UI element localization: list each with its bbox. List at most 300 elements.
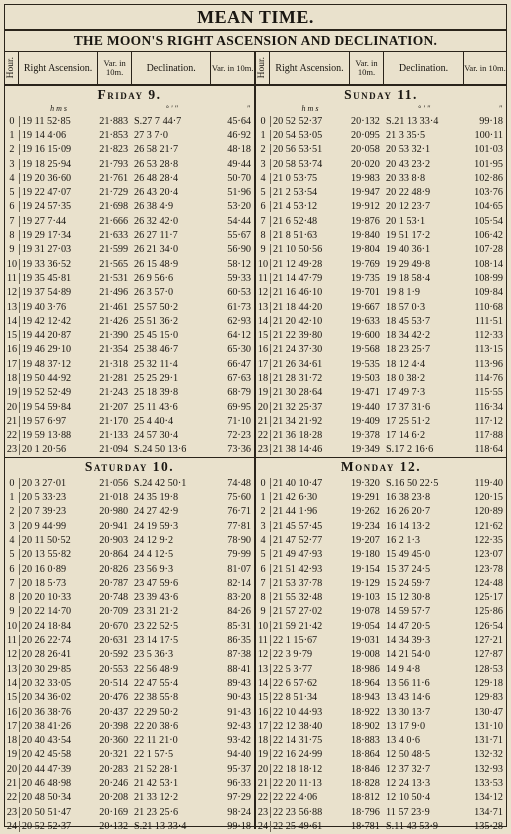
dec-var-cell: 69·95	[227, 401, 252, 413]
ra-cell: 22 20 11·13	[270, 778, 350, 789]
ra-var-cell: 19·320	[351, 477, 380, 489]
dec-var-cell: 82·14	[227, 577, 252, 589]
ra-cell: 20 46 48·98	[19, 778, 98, 789]
dec-cell: 13 56 11·6	[386, 677, 430, 689]
hour-cell: 13	[257, 301, 269, 313]
table-row	[256, 605, 506, 619]
dec-var-header: Var. in 10m.	[211, 62, 254, 73]
hour-cell: 4	[9, 534, 15, 546]
ra-cell: 19 33 36·52	[19, 259, 98, 270]
ra-var-cell: 19·234	[351, 520, 380, 532]
ra-var-cell: 19·262	[351, 506, 380, 518]
ra-cell: 21 10 50·56	[270, 244, 350, 255]
ra-cell: 21 12 49·28	[270, 259, 350, 270]
ra-cell: 20 16 0·89	[19, 564, 98, 575]
table-row	[5, 157, 254, 171]
ra-var-cell: 21·793	[99, 158, 129, 170]
dec-var-cell: 108·99	[474, 272, 503, 284]
table-row	[256, 748, 506, 762]
data-rows	[256, 114, 506, 457]
ra-var-header: Var. in 10m.	[350, 52, 384, 84]
dec-var-cell: 89·43	[227, 677, 252, 689]
ra-cell: 21 38 14·46	[270, 444, 350, 455]
ra-cell: 20 48 50·34	[19, 792, 98, 803]
hour-cell: 10	[257, 620, 269, 632]
dec-cell: 14 34 39·3	[386, 635, 431, 647]
ra-cell: 20 40 43·54	[19, 735, 98, 746]
dec-var-cell: 125·86	[474, 606, 503, 618]
dec-cell: 15 37 24·5	[386, 563, 431, 575]
hour-cell: 20	[6, 401, 18, 413]
dec-var-cell: 106·42	[474, 230, 503, 242]
ra-var-cell: 19·409	[351, 415, 380, 427]
table-row	[5, 591, 254, 605]
ra-cell: 21 36 18·28	[270, 430, 350, 441]
hour-cell: 7	[260, 215, 266, 227]
table-row	[5, 328, 254, 342]
ra-var-cell: 20·592	[99, 649, 129, 661]
dec-cell: 24 57 30·4	[133, 430, 179, 442]
ra-cell: 21 18 44·20	[270, 302, 350, 313]
ra-cell: 20 1 20·56	[19, 444, 98, 455]
hour-cell: 23	[257, 806, 269, 818]
ra-var-cell: 20·631	[99, 635, 129, 647]
dec-var-cell: 130·47	[474, 706, 503, 718]
table-row	[256, 271, 506, 285]
hour-cell: 8	[260, 592, 266, 604]
table-row	[256, 314, 506, 328]
dec-var-cell: 78·90	[227, 534, 252, 546]
ra-var-cell: 21·094	[99, 444, 129, 456]
ra-cell: 19 14 4·06	[19, 130, 98, 141]
dec-var-cell: 118·64	[474, 444, 503, 456]
ra-var-cell: 20·020	[351, 158, 380, 170]
ra-var-cell: 20·980	[99, 506, 129, 518]
ra-cell: 21 32 25·37	[270, 402, 350, 413]
hour-cell: 6	[260, 563, 266, 575]
hour-cell: 5	[260, 187, 266, 199]
ra-var-cell: 20·864	[99, 549, 129, 561]
dec-cell: 26 43 20·4	[133, 187, 179, 199]
dec-cell: 17 49 7·3	[386, 387, 426, 399]
hour-cell: 21	[6, 415, 18, 427]
dec-cell: 24 27 42·9	[133, 506, 179, 518]
ra-cell: 21 51 42·93	[270, 564, 350, 575]
ra-var-cell: 19·804	[351, 244, 380, 256]
ra-var-cell: 21·633	[99, 230, 129, 242]
table-row	[5, 662, 254, 676]
ra-var-cell: 20·095	[351, 129, 380, 141]
dec-var-cell: 90·43	[227, 692, 252, 704]
ra-var-cell: 21·390	[99, 330, 129, 342]
dec-cell: 22 11 21·0	[133, 735, 178, 747]
ra-cell: 22 5 3·77	[270, 664, 350, 675]
table-row	[5, 505, 254, 519]
dec-var-header: Var. in 10m.	[464, 62, 506, 73]
dec-cell: S.24 50 13·6	[133, 444, 187, 456]
dec-cell: 12 37 32·7	[386, 763, 431, 775]
table-row	[5, 400, 254, 414]
ra-var-cell: 18·828	[351, 778, 380, 789]
ra-cell: 21 26 34·61	[270, 359, 350, 370]
table-row	[5, 619, 254, 633]
ra-cell: 20 18 5·73	[19, 578, 98, 589]
ra-cell: 19 22 47·07	[19, 187, 98, 198]
page-subtitle: THE MOON'S RIGHT ASCENSION AND DECLINATION.	[5, 31, 506, 52]
table-row	[256, 762, 506, 776]
table-row	[5, 414, 254, 428]
hour-cell: 18	[257, 372, 269, 384]
hour-cell: 16	[6, 344, 18, 356]
dec-var-cell: 46·92	[227, 129, 252, 141]
hour-cell: 11	[258, 635, 268, 647]
table-row	[5, 533, 254, 547]
hour-cell: 19	[6, 749, 18, 761]
ra-cell: 22 3 9·79	[270, 649, 350, 660]
ra-var-cell: 19·535	[351, 358, 380, 370]
dec-var-cell: 93·42	[227, 735, 252, 747]
data-rows	[5, 476, 254, 833]
hour-cell: 23	[6, 806, 18, 818]
ra-var-cell: 21·698	[99, 201, 129, 213]
ra-cell: 21 4 53·12	[270, 201, 350, 212]
ra-cell: 20 38 41·26	[19, 721, 98, 732]
hour-cell: 18	[6, 735, 18, 747]
ra-var-cell: 19·471	[351, 387, 380, 399]
hour-cell: 0	[9, 115, 15, 127]
hour-cell: 2	[9, 506, 15, 518]
table-row	[5, 386, 254, 400]
table-row	[256, 519, 506, 533]
dec-cell: 14 47 20·5	[386, 620, 431, 632]
ra-cell: 20 52 52·37	[270, 116, 350, 127]
day-section-sunday	[256, 86, 506, 457]
page-title: MEAN TIME.	[5, 5, 506, 31]
ra-cell: 21 57 27·02	[270, 606, 350, 617]
hour-cell: 3	[260, 520, 266, 532]
table-row	[256, 805, 506, 819]
hour-cell: 1	[260, 129, 266, 141]
hour-cell: 4	[260, 172, 266, 184]
dec-var-cell: 72·23	[227, 430, 252, 442]
table-row	[256, 505, 506, 519]
dec-cell: 18 0 38·2	[386, 372, 426, 384]
dec-var-cell: 133·53	[474, 778, 503, 789]
dec-var-cell: 123·07	[474, 549, 503, 561]
ra-var-cell: 21·729	[99, 187, 129, 199]
dec-cell: 21 3 35·5	[386, 129, 426, 141]
ra-cell: 22 1 15·67	[270, 635, 350, 646]
hour-cell: 3	[9, 520, 15, 532]
dec-var-cell: 96·33	[227, 778, 252, 789]
ra-var-cell: 18·883	[351, 735, 380, 747]
table-row	[256, 662, 506, 676]
table-row	[256, 286, 506, 300]
hour-cell: 15	[257, 692, 269, 704]
dec-var-cell: 83·20	[227, 592, 252, 604]
table-row	[5, 443, 254, 457]
dec-cell: 25 4 40·4	[133, 415, 174, 427]
dec-cell: 26 48 28·4	[133, 172, 179, 184]
ra-var-cell: 20·169	[99, 806, 129, 818]
dec-cell: S.27 7 44·7	[133, 115, 182, 127]
hour-cell: 8	[260, 230, 266, 242]
ra-cell: 22 22 4·06	[270, 792, 350, 803]
ra-var-cell: 21·853	[99, 129, 129, 141]
ra-var-cell: 19·667	[351, 301, 380, 313]
dec-cell: 15 12 30·8	[386, 592, 431, 604]
dec-cell: 25 57 50·2	[133, 301, 179, 313]
dec-var-cell: 123·78	[474, 563, 503, 575]
ra-var-cell: 19·008	[351, 649, 380, 661]
hour-cell: 17	[6, 358, 18, 370]
dec-var-cell: 61·73	[227, 301, 252, 313]
dec-var-cell: 127·21	[474, 635, 503, 647]
dec-cell: 23 39 43·6	[133, 592, 179, 604]
table-row	[5, 300, 254, 314]
ra-cell: 22 23 56·88	[270, 807, 350, 818]
dec-cell: 17 14 6·2	[386, 430, 426, 442]
ra-var-cell: 21·461	[99, 301, 129, 313]
ra-cell: 19 27 7·44	[19, 216, 98, 227]
dec-cell: 24 19 59·3	[133, 520, 179, 532]
dec-cell: 25 32 11·4	[133, 358, 178, 370]
table-row	[5, 691, 254, 705]
table-row	[5, 791, 254, 805]
dec-cell: 17 25 51·2	[386, 415, 431, 427]
table-row	[256, 357, 506, 371]
dec-cell: 16 2 1·3	[386, 534, 420, 546]
hour-cell: 1	[9, 129, 15, 141]
ra-cell: 20 36 38·76	[19, 707, 98, 718]
dec-var-cell: 99·18	[227, 820, 252, 832]
table-row	[5, 476, 254, 490]
dec-cell: 25 45 15·0	[133, 330, 179, 342]
dec-cell: 22 20 38·6	[133, 720, 179, 732]
hour-cell: 0	[260, 115, 266, 127]
hour-cell: 20	[257, 401, 269, 413]
table-row	[256, 476, 506, 490]
dec-var-cell: 85·31	[227, 620, 252, 632]
dec-var-cell: 105·54	[474, 215, 503, 227]
dec-var-cell: 48·18	[227, 144, 252, 156]
hour-cell: 5	[9, 549, 15, 561]
dec-var-cell: 131·71	[474, 735, 503, 747]
dec-cell: 12 24 13·3	[386, 778, 431, 789]
table-row	[5, 648, 254, 662]
dec-cell: S.24 42 50·1	[133, 477, 187, 489]
day-section-monday	[256, 457, 506, 833]
table-row	[5, 343, 254, 357]
table-row	[256, 490, 506, 504]
column-header-row	[5, 52, 506, 86]
hour-cell: 6	[9, 201, 15, 213]
hour-cell: 14	[257, 677, 269, 689]
table-row	[5, 128, 254, 142]
ra-cell: 20 9 44·99	[19, 521, 98, 532]
dec-var-cell: 111·51	[474, 315, 503, 327]
hour-cell: 24	[257, 820, 269, 832]
ra-var-cell: 18·943	[351, 692, 380, 704]
ra-var-header: Var. in 10m.	[98, 52, 132, 84]
dec-cell: 21 52 28·1	[133, 763, 179, 775]
ra-var-cell: 21·318	[99, 358, 129, 370]
hour-cell: 15	[257, 330, 269, 342]
table-row	[5, 171, 254, 185]
dec-cell: 25 18 39·8	[133, 387, 179, 399]
table-row	[256, 400, 506, 414]
ra-var-cell: 19·440	[351, 401, 380, 413]
table-row	[256, 719, 506, 733]
ra-cell: 19 50 44·92	[19, 373, 98, 384]
table-row	[256, 791, 506, 805]
dec-var-cell: 60·53	[227, 287, 252, 299]
hour-cell: 11	[7, 272, 17, 284]
dec-cell: 18 12 4·4	[386, 358, 426, 370]
ra-cell: 20 7 39·23	[19, 506, 98, 517]
dec-var-cell: 100·11	[474, 129, 503, 141]
ra-cell: 21 59 21·42	[270, 621, 350, 632]
table-row	[256, 228, 506, 242]
ra-cell: 22 25 49·61	[270, 821, 350, 832]
ra-cell: 22 14 31·75	[270, 735, 350, 746]
table-row	[256, 257, 506, 271]
ra-var-cell: 19·947	[351, 187, 380, 199]
dec-cell: 20 12 23·7	[386, 201, 431, 213]
units-row: h m s ° ' " "	[301, 104, 502, 113]
ra-var-cell: 20·553	[99, 663, 129, 675]
ra-var-cell: 19·291	[351, 492, 380, 504]
ra-cell: 21 16 46·10	[270, 287, 350, 298]
hour-cell: 19	[257, 387, 269, 399]
dec-var-cell: 113·96	[474, 358, 503, 370]
table-row	[5, 200, 254, 214]
dec-cell: 21 42 53·1	[133, 778, 179, 789]
dec-var-cell: 54·44	[227, 215, 252, 227]
table-row	[5, 114, 254, 128]
ra-cell: 21 42 6·30	[270, 492, 350, 503]
ra-cell: 21 44 1·96	[270, 506, 350, 517]
table-row	[256, 676, 506, 690]
table-row	[256, 533, 506, 547]
dec-var-cell: 108·14	[474, 258, 503, 270]
dec-cell: S.17 2 16·6	[386, 444, 434, 456]
dec-cell: 24 4 12·5	[133, 549, 174, 561]
hour-cell: 17	[6, 720, 18, 732]
dec-var-cell: 94·40	[227, 749, 252, 761]
dec-var-cell: 132·32	[474, 749, 503, 761]
ra-cell: 19 31 27·03	[19, 244, 98, 255]
dec-cell: 18 23 25·7	[386, 344, 431, 356]
ra-var-cell: 21·565	[99, 258, 129, 270]
dec-cell: 20 1 53·1	[386, 215, 426, 227]
ra-var-cell: 19·180	[351, 549, 380, 561]
ra-var-cell: 18·846	[351, 763, 380, 775]
dec-cell: 15 49 45·0	[386, 549, 431, 561]
hour-cell: 10	[6, 258, 18, 270]
ra-cell: 21 49 47·93	[270, 549, 350, 560]
hour-cell: 2	[260, 144, 266, 156]
dec-var-cell: 56·90	[227, 244, 252, 256]
dec-var-cell: 101·03	[474, 144, 503, 156]
hour-cell: 9	[260, 244, 266, 256]
ra-cell: 20 26 22·74	[19, 635, 98, 646]
ra-var-cell: 19·633	[351, 315, 380, 327]
dec-var-cell: 86·35	[227, 635, 252, 647]
hour-cell: 23	[257, 444, 269, 456]
ra-var-cell: 20·748	[99, 592, 129, 604]
table-row	[5, 314, 254, 328]
dec-var-cell: 126·54	[474, 620, 503, 632]
dec-var-cell: 95·37	[227, 763, 252, 775]
hour-cell: 3	[9, 158, 15, 170]
ra-cell: 21 22 39·80	[270, 330, 350, 341]
dec-cell: 19 18 58·4	[386, 272, 431, 284]
ra-cell: 21 53 37·78	[270, 578, 350, 589]
dec-cell: 20 53 32·1	[386, 144, 431, 156]
ra-var-cell: 21·354	[99, 344, 129, 356]
table-row	[5, 214, 254, 228]
table-row	[5, 762, 254, 776]
table-row	[5, 519, 254, 533]
hour-cell: 0	[260, 477, 266, 489]
ra-cell: 20 30 29·85	[19, 664, 98, 675]
ra-var-cell: 19·983	[351, 172, 380, 184]
dec-var-cell: 84·26	[227, 606, 252, 618]
ra-cell: 21 45 57·45	[270, 521, 350, 532]
dec-cell: 13 4 0·6	[386, 735, 420, 747]
dec-var-cell: 104·65	[474, 201, 503, 213]
table-row	[256, 157, 506, 171]
dec-var-cell: 74·48	[227, 477, 252, 489]
ra-cell: 20 52 52·37	[19, 821, 98, 832]
ra-cell: 22 6 57·62	[270, 678, 350, 689]
dec-var-cell: 62·93	[227, 315, 252, 327]
dec-cell: 18 57 0·3	[386, 301, 426, 313]
table-row	[256, 733, 506, 747]
hour-cell: 7	[9, 215, 15, 227]
hour-cell: 21	[6, 778, 18, 789]
dec-cell: 22 29 50·2	[133, 706, 179, 718]
table-row	[5, 286, 254, 300]
dec-var-cell: 55·67	[227, 230, 252, 242]
hour-cell: 0	[9, 477, 15, 489]
ra-cell: 20 56 53·51	[270, 144, 350, 155]
table-row	[5, 805, 254, 819]
dec-var-cell: 124·48	[474, 577, 503, 589]
hour-cell: 5	[260, 549, 266, 561]
ra-cell: 22 8 51·34	[270, 692, 350, 703]
dec-cell: 22 1 57·5	[133, 749, 174, 761]
dec-cell: 21 23 25·6	[133, 806, 179, 818]
dec-cell: 16 26 20·7	[386, 506, 431, 518]
dec-var-cell: 59·33	[227, 272, 252, 284]
ra-cell: 19 40 3·76	[19, 302, 98, 313]
dec-var-cell: 87·38	[227, 649, 252, 661]
ra-cell: 21 55 32·48	[270, 592, 350, 603]
dec-cell: 22 38 55·8	[133, 692, 179, 704]
table-row	[256, 562, 506, 576]
table-row	[256, 443, 506, 457]
ra-var-cell: 20·058	[351, 144, 380, 156]
ra-var-cell: 21·281	[99, 372, 129, 384]
ra-cell: 20 3 27·01	[19, 478, 98, 489]
hour-cell: 12	[6, 287, 18, 299]
hour-cell: 16	[257, 344, 269, 356]
table-row	[5, 733, 254, 747]
table-row	[256, 328, 506, 342]
hour-cell: 5	[9, 187, 15, 199]
